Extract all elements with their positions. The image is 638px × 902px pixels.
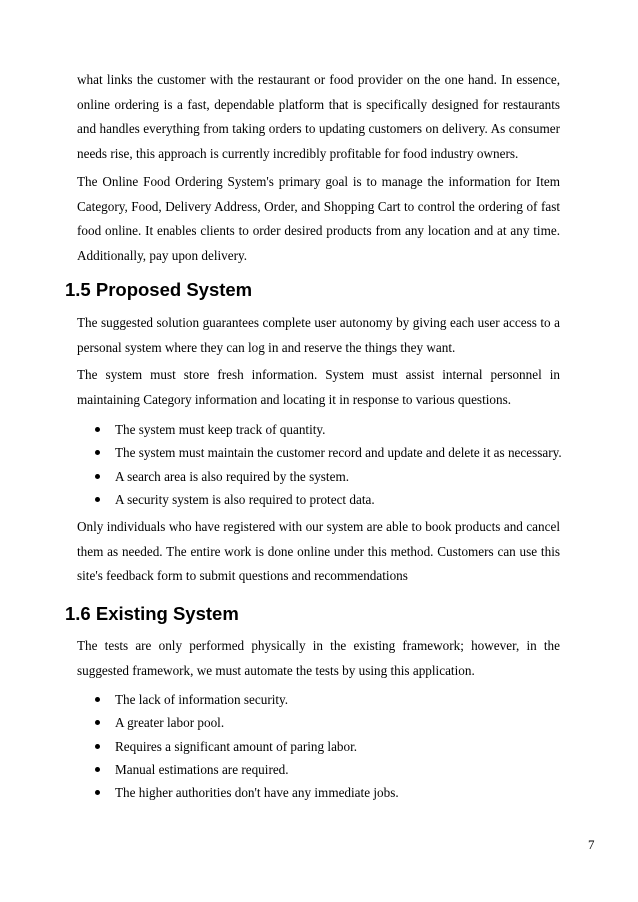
intro-paragraph-1: what links the customer with the restaurant or food provider on the one hand. In essence, online ordering is a fast, dependable platform that is specifically designed for restaurants and handles everything from taking orders to updating customers on delivery. As consumer needs rise, this approach is currently incredibly profitable for food industry owners. [77, 72, 560, 161]
proposed-paragraph-3: Only individuals who have registered with our system are able to book products and cancel them as needed. The entire work is done online under this method. Customers can use this site's feedback form to submit questions and recommendations [77, 519, 560, 583]
existing-paragraph-1: The tests are only performed physically in the existing framework; however, in the suggested framework, we must automate the tests by using this application. [77, 638, 560, 678]
section-heading-proposed-system: 1.5 Proposed System [65, 279, 253, 300]
proposed-paragraph-1: The suggested solution guarantees complete user autonomy by giving each user access to a personal system where they can log in and reserve the things they want. [77, 315, 560, 355]
existing-bullet-list [95, 688, 565, 804]
bullet-icon [95, 744, 100, 749]
list-item: A security system is also required to protect data. [95, 488, 565, 511]
bullet-icon [95, 497, 100, 502]
bullet-icon [95, 427, 100, 432]
proposed-paragraph-2: The system must store fresh information. System must assist internal personnel in maintaining Category information and locating it in response to various questions. [77, 367, 560, 407]
list-item: The lack of information security. [95, 688, 565, 711]
intro-paragraph-2: The Online Food Ordering System's primary goal is to manage the information for Item Category, Food, Delivery Address, Order, and Shopping Cart to control the ordering of fast food online. It enables clients to order desired products from any location and at any time. Additionally, pay upon delivery. [77, 174, 560, 263]
list-item: A search area is also required by the system. [95, 465, 565, 488]
proposed-bullet-list [95, 418, 565, 511]
bullet-icon [95, 697, 100, 702]
list-item: Manual estimations are required. [95, 758, 565, 781]
list-item: The higher authorities don't have any immediate jobs. [95, 781, 565, 804]
section-heading-existing-system: 1.6 Existing System [65, 603, 239, 624]
list-item: The system must keep track of quantity. [95, 418, 565, 441]
list-item: A greater labor pool. [95, 711, 565, 734]
bullet-icon [95, 450, 100, 455]
bullet-icon [95, 790, 100, 795]
bullet-icon [95, 767, 100, 772]
list-item: Requires a significant amount of paring labor. [95, 735, 565, 758]
page-number: 7 [588, 837, 595, 852]
bullet-icon [95, 474, 100, 479]
list-item: The system must maintain the customer record and update and delete it as necessary. [95, 441, 565, 464]
bullet-icon [95, 720, 100, 725]
